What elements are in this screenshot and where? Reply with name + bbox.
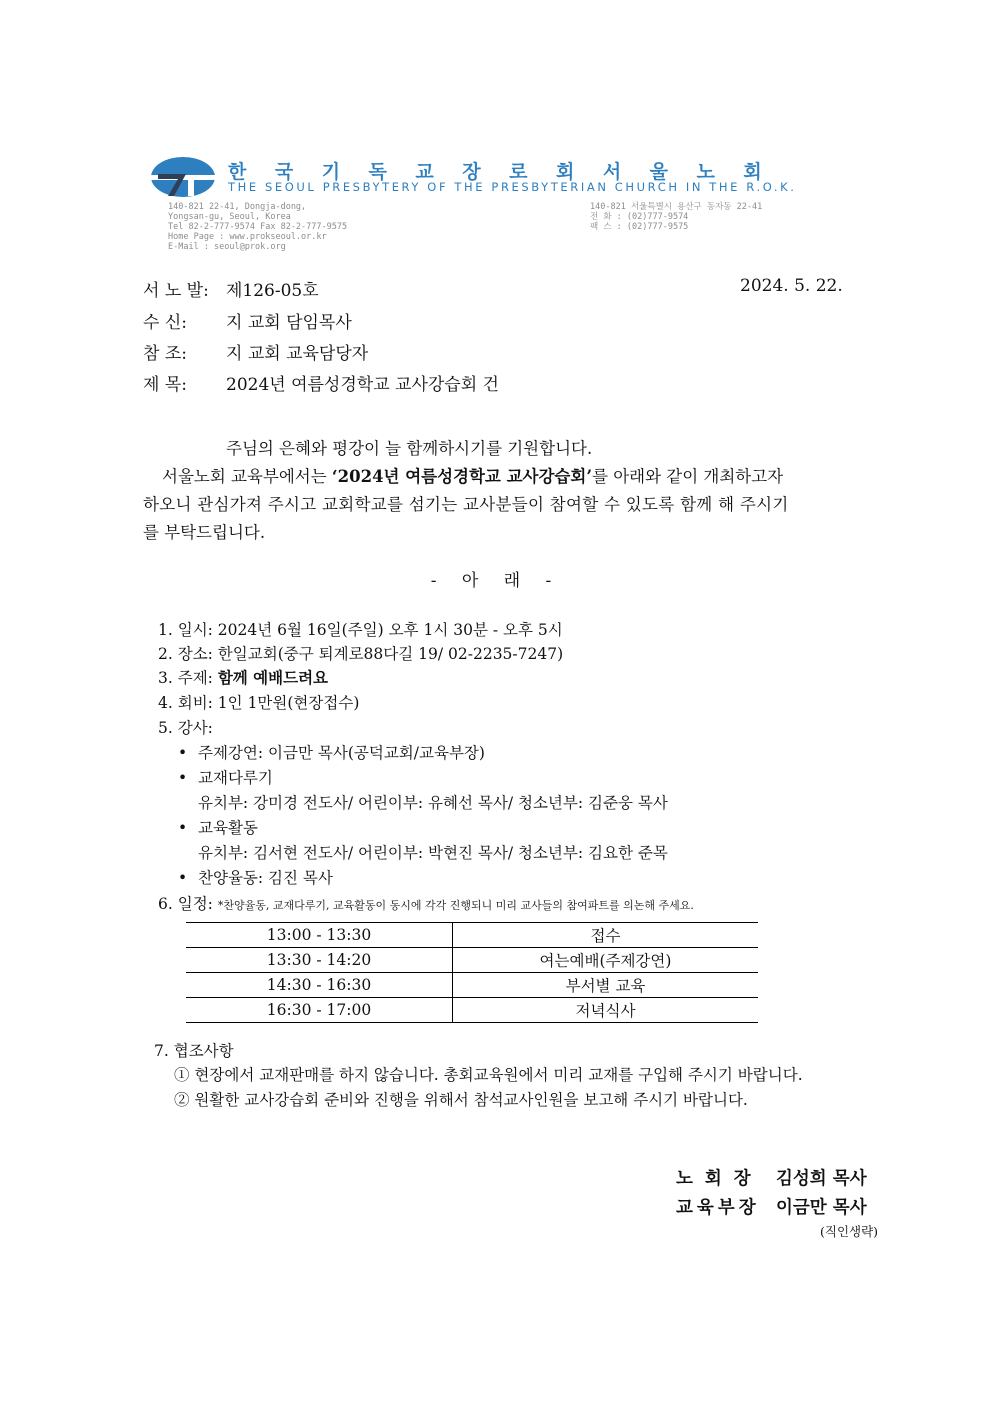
- theme-label: 3. 주제:: [158, 669, 218, 687]
- detail-cooperation: 7. 협조사항: [154, 1042, 234, 1060]
- table-row: [186, 948, 758, 973]
- address-line: Yongsan-gu, Seoul, Korea: [168, 212, 291, 222]
- speaker-text: 교육활동: [198, 819, 258, 837]
- subject-row: [143, 370, 499, 395]
- address-line: Tel 82-2-777-9574 Fax 82-2-777-9575: [168, 222, 348, 232]
- body-text: 서울노회 교육부에서는: [162, 467, 332, 486]
- table-row: [186, 998, 758, 1023]
- speaker-item: [178, 766, 273, 788]
- body-paragraph-line-3: 를 부탁드립니다.: [143, 523, 266, 542]
- recipient-label: 수 신:: [143, 313, 187, 333]
- org-name-korean: 한국기독교장로회서울노회: [228, 161, 791, 183]
- body-paragraph-line-2: 하오니 관심가져 주시고 교회학교를 섬기는 교사분들이 참여할 수 있도록 함께 해 주시기: [143, 495, 789, 514]
- event-title-emphasis: ‘2024년 여름성경학교 교사강습회’: [331, 467, 593, 486]
- schedule-note: *찬양율동, 교재다루기, 교육활동이 동시에 각각 진행되니 미리 교사들의 참여파트를 의논해 주세요.: [217, 899, 694, 912]
- reference-label: 참 조:: [143, 344, 187, 364]
- table-row: [186, 973, 758, 998]
- schedule-time: 14:30 - 16:30: [186, 973, 453, 998]
- org-name-english: THE SEOUL PRESBYTERY OF THE PRESBYTERIAN CHURCH IN THE R.O.K.: [228, 180, 797, 194]
- subject-label: 제 목:: [143, 375, 187, 395]
- bullet-icon: •: [178, 869, 188, 887]
- speaker-item: [178, 816, 258, 838]
- address-english: [168, 202, 347, 252]
- speaker-detail: 유치부: 강미경 전도사/ 어린이부: 유혜선 목사/ 청소년부: 김준웅 목사: [198, 794, 668, 812]
- recipient: 지 교회 담임목사: [226, 313, 352, 333]
- signature-role: 교육부장: [676, 1198, 760, 1218]
- theme-value: 함께 예배드려요: [217, 668, 329, 687]
- speaker-item: [178, 866, 333, 888]
- speaker-detail: 유치부: 김서현 전도사/ 어린이부: 박현진 목사/ 청소년부: 김요한 준목: [198, 844, 668, 862]
- signature-name: 김성희 목사: [776, 1169, 867, 1189]
- address-line: Home Page : www.prokseoul.or.kr: [168, 232, 327, 242]
- schedule-activity: 부서별 교육: [453, 973, 759, 998]
- speaker-text: 찬양율동: 김진 목사: [198, 869, 333, 887]
- signature-presbytery-head: [676, 1165, 867, 1190]
- schedule-activity: 접수: [453, 923, 759, 948]
- signature-education-head: [676, 1194, 867, 1219]
- speaker-text: 주제강연: 이금만 목사(공덕교회/교육부장): [198, 744, 485, 762]
- schedule-label: 6. 일정:: [158, 895, 213, 913]
- table-row: [186, 923, 758, 948]
- schedule-time: 13:00 - 13:30: [186, 923, 453, 948]
- document-number-label: 서 노 발:: [143, 281, 209, 301]
- presbytery-logo-icon: [150, 156, 216, 198]
- schedule-time: 13:30 - 14:20: [186, 948, 453, 973]
- document-number: 제126-05호: [226, 281, 319, 301]
- bullet-icon: •: [178, 819, 188, 837]
- speaker-text: 교재다루기: [198, 769, 273, 787]
- schedule-time: 16:30 - 17:00: [186, 998, 453, 1023]
- detail-date: 1. 일시: 2024년 6월 16일(주일) 오후 1시 30분 - 오후 5시: [158, 621, 563, 639]
- body-paragraph-line-1: [162, 463, 783, 487]
- address-line: E-Mail : seoul@prok.org: [168, 242, 286, 252]
- seal-omitted-note: (직인생략): [820, 1224, 879, 1239]
- detail-schedule: [158, 892, 694, 914]
- address-line: 팩 스 : (02)777-9575: [590, 222, 689, 232]
- reference: 지 교회 교육담당자: [226, 344, 369, 364]
- document-date: 2024. 5. 22.: [740, 276, 843, 296]
- logo-mark-cut: [188, 179, 194, 196]
- detail-theme: [158, 666, 328, 688]
- address-korean: [590, 202, 762, 232]
- bullet-icon: •: [178, 744, 188, 762]
- address-line: 140-821 22-41, Dongja-dong,: [168, 202, 307, 212]
- cooperation-item: ① 현장에서 교재판매를 하지 않습니다. 총회교육원에서 미리 교재를 구입해 주시기 바랍니다.: [174, 1066, 803, 1084]
- document-number-row: [143, 276, 319, 301]
- address-line: 전 화 : (02)777-9574: [590, 212, 689, 222]
- address-line: 140-821 서울특별시 용산구 동자동 22-41: [590, 202, 763, 212]
- detail-fee: 4. 회비: 1인 1만원(현장접수): [158, 694, 360, 712]
- schedule-activity: 저녁식사: [453, 998, 759, 1023]
- reference-row: [143, 339, 368, 364]
- subject: 2024년 여름성경학교 교사강습회 건: [226, 375, 499, 395]
- recipient-row: [143, 308, 352, 333]
- section-title: - 아 래 -: [430, 571, 562, 591]
- detail-location: 2. 장소: 한일교회(중구 퇴계로88다길 19/ 02-2235-7247): [158, 645, 564, 663]
- speaker-item: [178, 741, 485, 763]
- body-text: 를 아래와 같이 개최하고자: [592, 467, 784, 486]
- schedule-table: [186, 922, 758, 1023]
- signature-role: 노회장: [676, 1169, 763, 1189]
- signature-name: 이금만 목사: [776, 1198, 867, 1218]
- cooperation-item: ② 원활한 교사강습회 준비와 진행을 위해서 참석교사인원을 보고해 주시기 바랍니다.: [174, 1091, 748, 1109]
- detail-speakers: 5. 강사:: [158, 719, 213, 737]
- bullet-icon: •: [178, 769, 188, 787]
- schedule-activity: 여는예배(주제강연): [453, 948, 759, 973]
- greeting: 주님의 은혜와 평강이 늘 함께하시기를 기원합니다.: [226, 439, 593, 458]
